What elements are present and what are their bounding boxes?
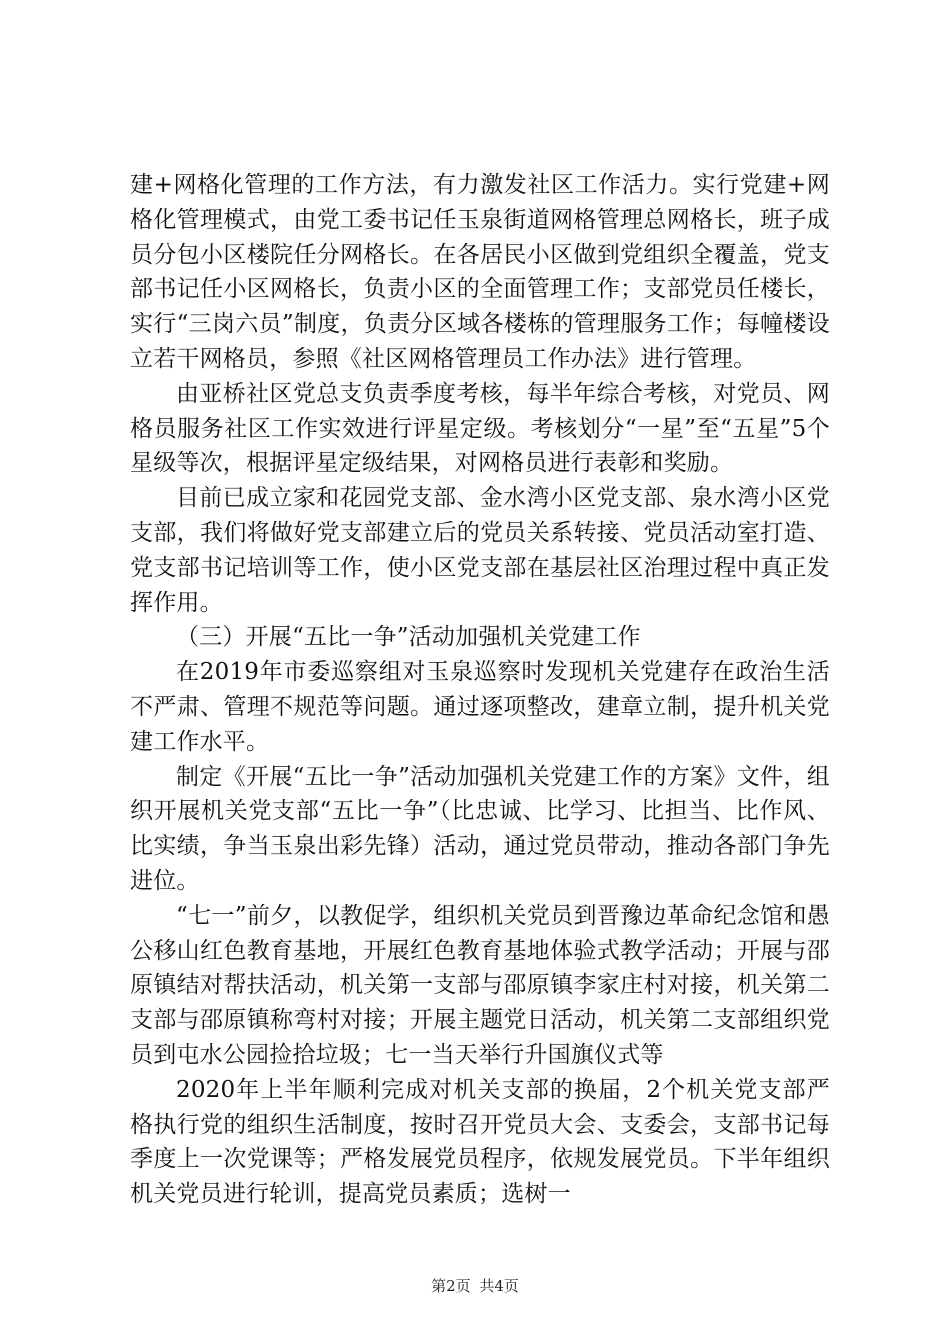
page-footer: [0, 1276, 950, 1296]
paragraph-inspection: 在2019年市委巡察组对玉泉巡察时发现机关党建存在政治生活不严肃、管理不规范等问题。通过逐项整改，建章立制，提升机关党建工作水平。: [130, 659, 830, 755]
paragraph-2020-election: 2020年上半年顺利完成对机关支部的换届，2个机关党支部严格执行党的组织生活制度，按时召开党员大会、支委会，支部书记每季度上一次党课等；严格发展党员程序，依规发展党员。下半年组织机关党员进行轮训，提高党员素质；选树一: [130, 1076, 830, 1208]
paragraph-july-first: “七一”前夕，以教促学，组织机关党员到晋豫边革命纪念馆和愚公移山红色教育基地，开展红色教育基地体验式教学活动；开展与邵原镇结对帮扶活动，机关第一支部与邵原镇李家庄村对接，机关第二支部与邵原镇称弯村对接；开展主题党日活动，机关第二支部组织党员到屯水公园捡拾垃圾；七一当天举行升国旗仪式等: [130, 902, 830, 1068]
paragraph-branches-established: 目前已成立家和花园党支部、金水湾小区党支部、泉水湾小区党支部，我们将做好党支部建立后的党员关系转接、党员活动室打造、党支部书记培训等工作，使小区党支部在基层社区治理过程中真正发挥作用。: [130, 485, 830, 616]
page-total: 共4页: [479, 1277, 519, 1295]
document-body: [130, 168, 830, 1212]
paragraph-assessment: 由亚桥社区党总支负责季度考核，每半年综合考核，对党员、网格员服务社区工作实效进行评星定级。考核划分“一星”至“五星”5个星级等次，根据评星定级结果，对网格员进行表彰和奖励。: [130, 380, 830, 477]
section-heading-three: （三）开展“五比一争”活动加强机关党建工作: [176, 624, 641, 651]
paragraph-grid-management: 建+网格化管理的工作方法，有力激发社区工作活力。实行党建+网格化管理模式，由党工委书记任玉泉街道网格管理总网格长，班子成员分包小区楼院任分网格长。在各居民小区做到党组织全覆盖，党支部书记任小区网格长，负责小区的全面管理工作；支部党员任楼长，实行“三岗六员”制度，负责分区域各楼栋的管理服务工作；每幢楼设立若干网格员，参照《社区网格管理员工作办法》进行管理。: [130, 172, 830, 372]
page-number: 第2页: [431, 1277, 471, 1295]
paragraph-plan: 制定《开展“五比一争”活动加强机关党建工作的方案》文件，组织开展机关党支部“五比一争”（比忠诚、比学习、比担当、比作风、比实绩，争当玉泉出彩先锋）活动，通过党员带动，推动各部门争先进位。: [130, 763, 830, 894]
